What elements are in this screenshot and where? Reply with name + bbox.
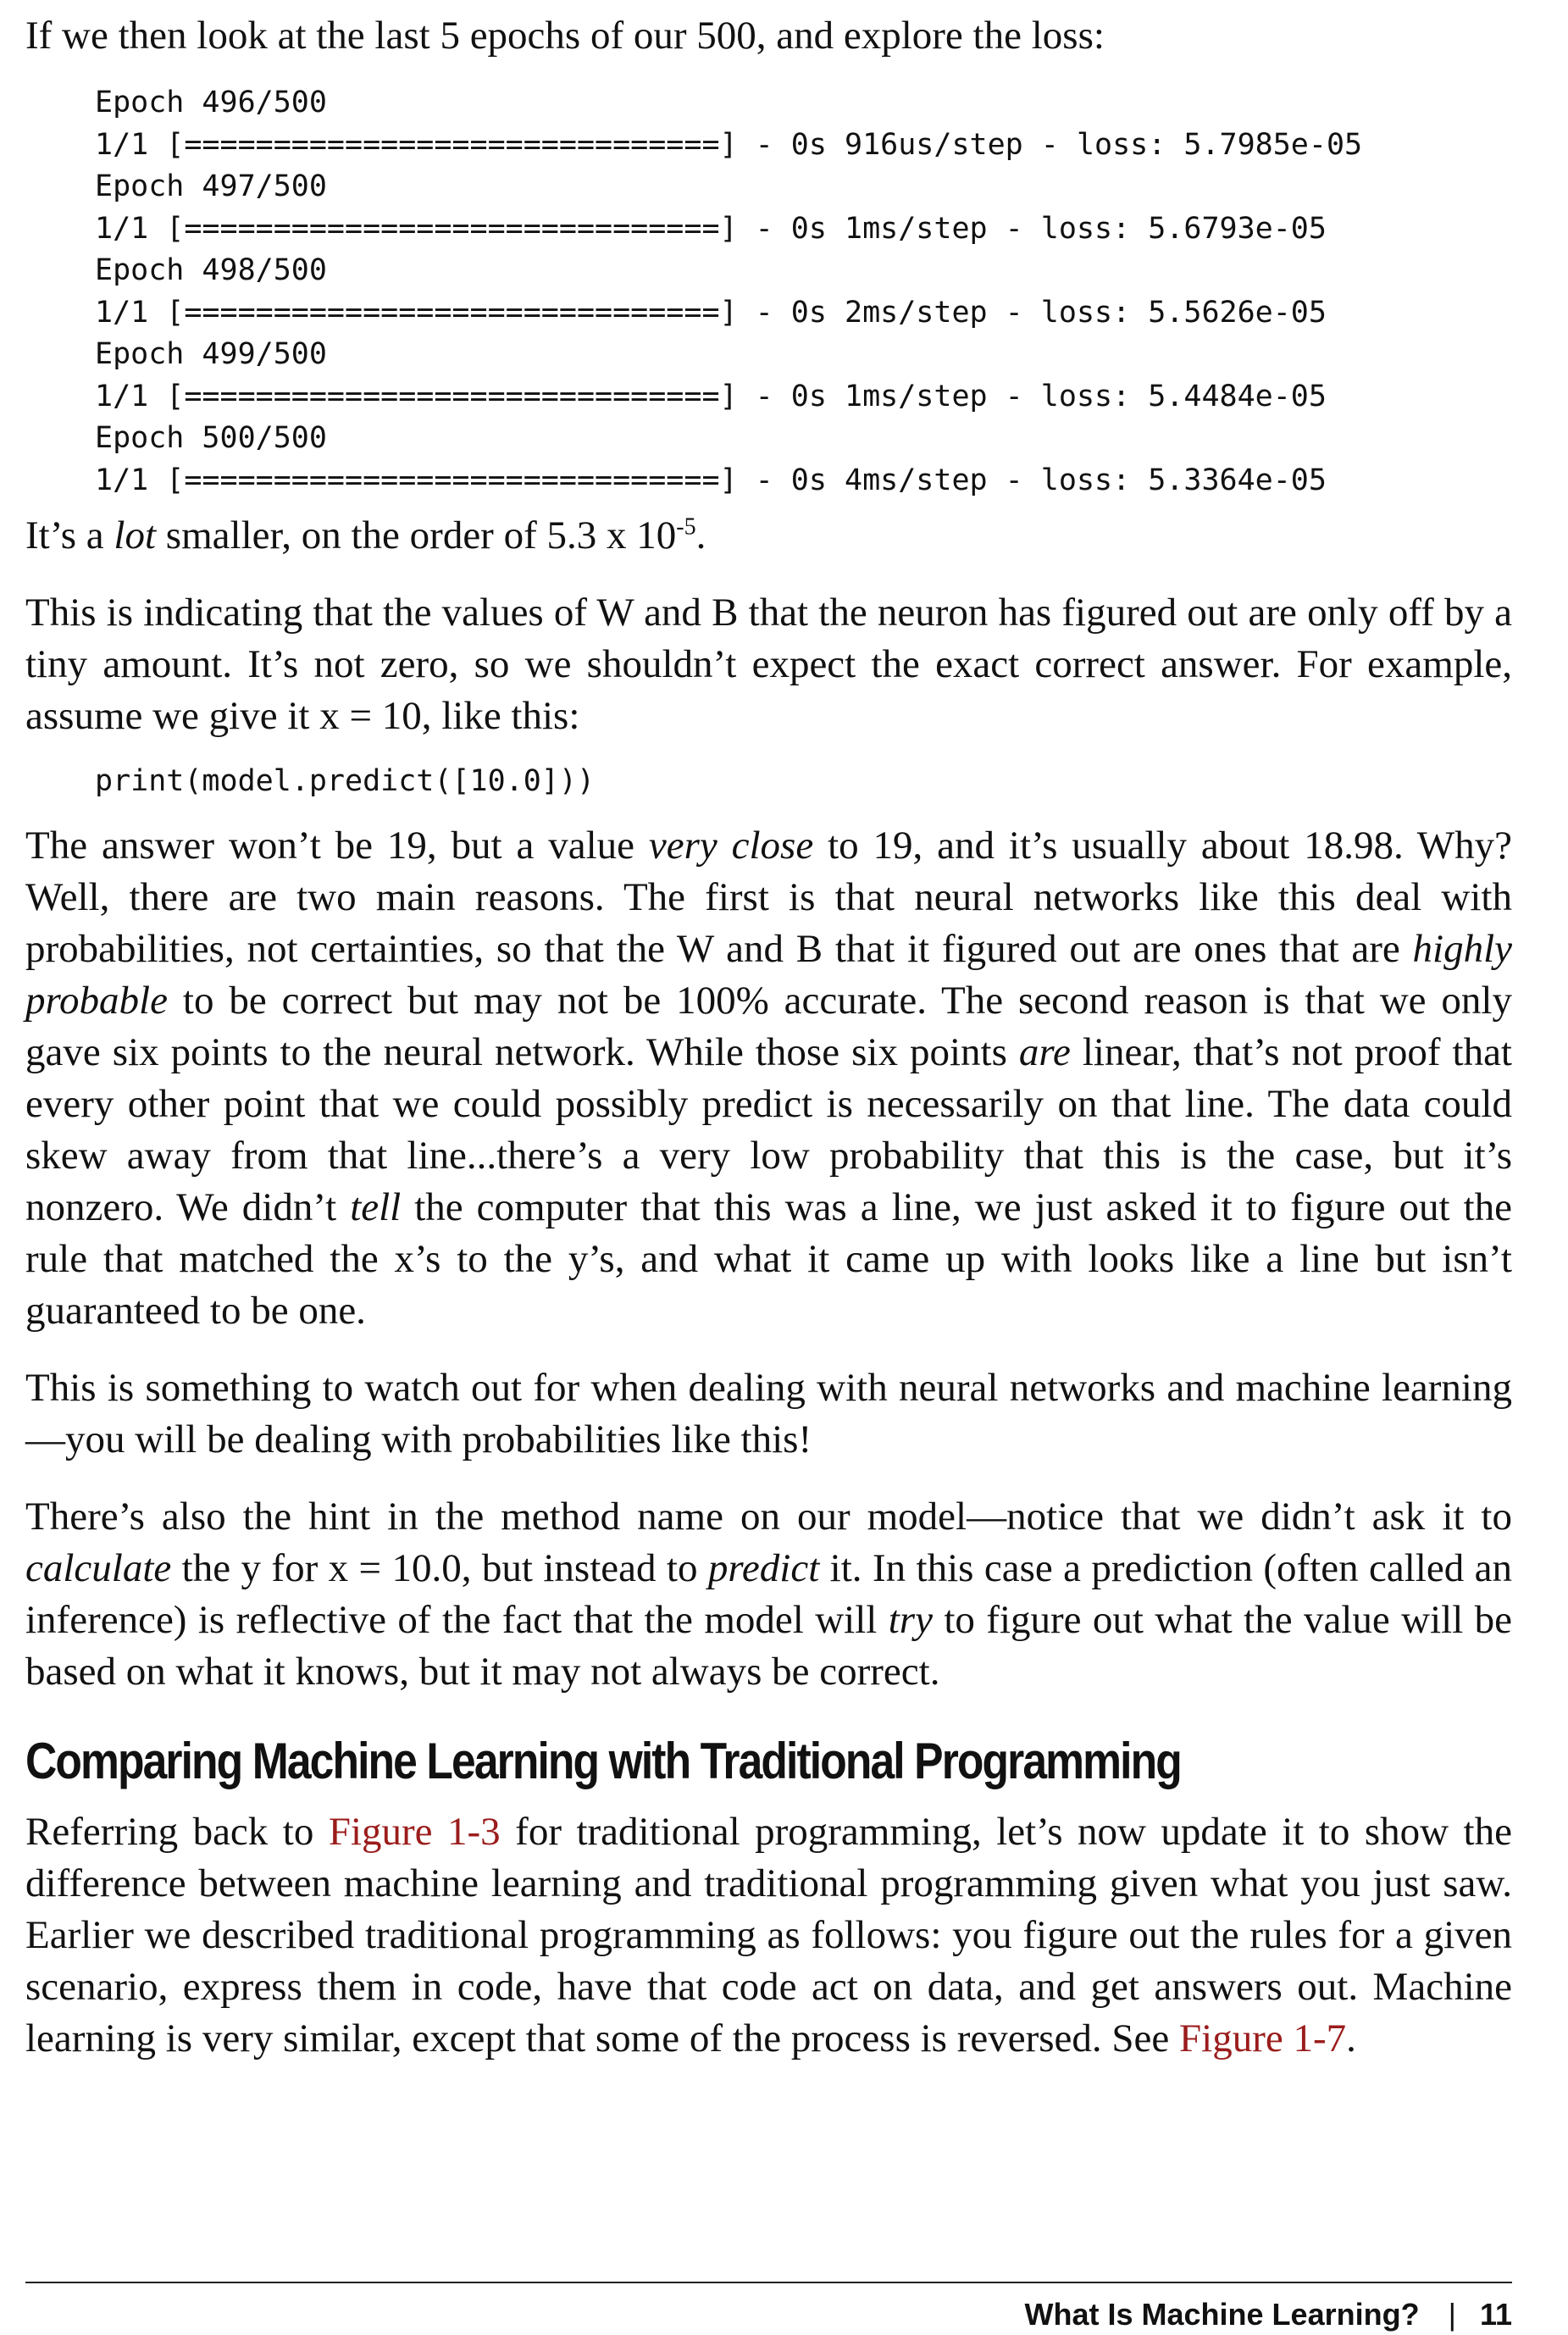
answer-paragraph: [25, 820, 1512, 1337]
page-content: [25, 0, 1512, 2065]
text-span: There’s also the hint in the method name on our model—notice that we didn’t ask it to: [25, 1494, 1512, 1539]
hint-paragraph: [25, 1491, 1512, 1698]
footer-separator: |: [1448, 2297, 1456, 2332]
emphasis: predict: [707, 1545, 820, 1590]
referring-paragraph: [25, 1806, 1512, 2065]
text-span: the y for x = 10.0, but instead to: [171, 1545, 708, 1590]
log-line: 1/1 [==============================] - 0s 4ms/step - loss: 5.3364e-05: [95, 463, 1327, 497]
text-span: .: [695, 513, 706, 557]
text-span: .: [1346, 2016, 1356, 2060]
log-line: Epoch 499/500: [95, 337, 327, 371]
text-span: to 19, and it’s usually about 18.98. Why? Well, there are two main reasons. The first is that neural networks like this deal with probabilities, not certainties, so that the W and B that it figured out are ones that are: [25, 823, 1512, 971]
text-span: the computer that this was a line, we just asked it to figure out the rule that matched the x’s to the y’s, and what it came up with looks like a line but isn’t guaranteed to be one.: [25, 1184, 1512, 1333]
log-line: Epoch 496/500: [95, 86, 327, 119]
emphasis: tell: [350, 1184, 402, 1229]
section-heading: Comparing Machine Learning with Traditional Programming: [25, 1732, 1181, 1789]
text-span: smaller, on the order of 5.3 x 10: [156, 513, 677, 557]
log-line: Epoch 500/500: [95, 421, 327, 455]
emphasis: try: [888, 1597, 933, 1642]
superscript: -5: [676, 513, 696, 541]
text-span: for traditional programming, let’s now update it to show the difference between machine learning and traditional programming given what you just saw. Earlier we described traditional programming as follows: you figure out the rules for a given scenario, express them in code, have that code act on data, and get answers out. Machine learning is very similar, except that some of the process is reversed. See: [25, 1809, 1512, 2060]
page-number: 11: [1479, 2297, 1512, 2332]
text-span: It’s a: [25, 513, 114, 557]
emphasis: lot: [114, 513, 157, 557]
text-span: it. In this case a prediction (often called an inference) is reflective of the fact that the model will: [25, 1545, 1512, 1642]
smaller-paragraph: [25, 510, 1512, 562]
figure-1-7-link[interactable]: Figure 1-7: [1179, 2016, 1347, 2060]
text-span: linear, that’s not proof that every other point that we could possibly predict is necessarily on that line. The data could skew away from that line...there’s a very low probability that this is the case, but it’s nonzero. We didn’t: [25, 1029, 1512, 1229]
training-log: [25, 82, 1512, 502]
predict-code: print(model.predict([10.0])): [95, 764, 596, 798]
log-line: Epoch 498/500: [95, 253, 327, 287]
log-line: Epoch 497/500: [95, 169, 327, 203]
watch-paragraph: This is something to watch out for when dealing with neural networks and machine learning—you will be dealing with probabilities like this!: [25, 1365, 1512, 1461]
indicating-paragraph: This is indicating that the values of W and B that the neuron has figured out are only off by a tiny amount. It’s not zero, so we shouldn’t expect the exact correct answer. For example, assume we give it x = 10, like this:: [25, 591, 1512, 738]
text-span: Referring back to: [25, 1809, 329, 1854]
emphasis: calculate: [25, 1545, 172, 1590]
log-line: 1/1 [==============================] - 0s 1ms/step - loss: 5.4484e-05: [95, 379, 1327, 413]
emphasis: highly probable: [25, 926, 1512, 1023]
text-span: The answer won’t be 19, but a value: [25, 823, 649, 868]
emphasis: are: [1018, 1029, 1071, 1074]
intro-paragraph: If we then look at the last 5 epochs of our 500, and explore the loss:: [25, 14, 1105, 58]
log-line: 1/1 [==============================] - 0s 2ms/step - loss: 5.5626e-05: [95, 295, 1327, 330]
figure-1-3-link[interactable]: Figure 1-3: [328, 1809, 501, 1854]
footer-chapter-title: What Is Machine Learning?: [1024, 2297, 1420, 2332]
log-line: 1/1 [==============================] - 0s 916us/step - loss: 5.7985e-05: [95, 127, 1363, 162]
footer-divider: [25, 2282, 1512, 2283]
text-span: to figure out what the value will be based on what it knows, but it may not always be correct.: [25, 1597, 1513, 1694]
text-span: to be correct but may not be 100% accurate. The second reason is that we only gave six points to the neural network. While those six points: [25, 978, 1512, 1074]
log-line: 1/1 [==============================] - 0s 1ms/step - loss: 5.6793e-05: [95, 211, 1327, 246]
page-footer: [1025, 2298, 1512, 2332]
emphasis: very close: [648, 823, 814, 868]
